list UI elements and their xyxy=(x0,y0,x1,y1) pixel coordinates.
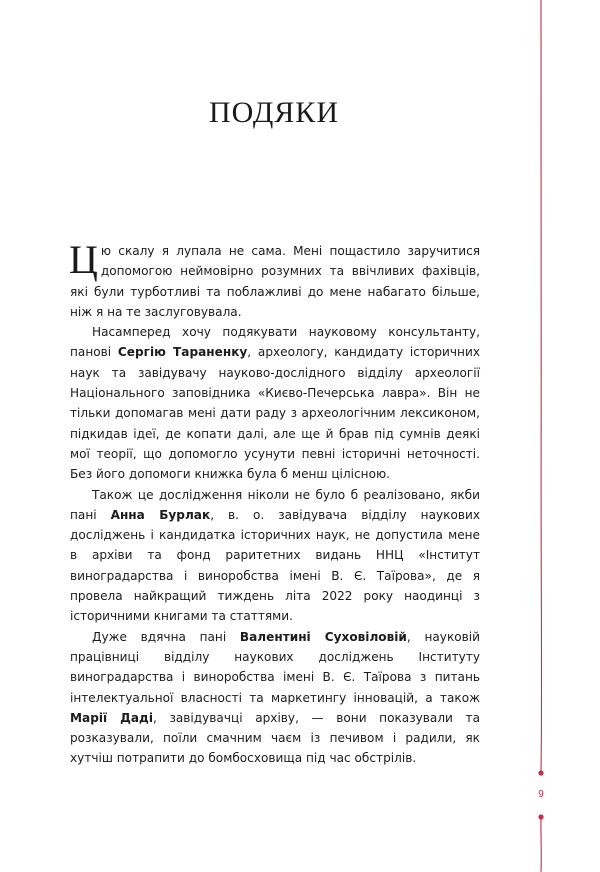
drop-cap: Ц xyxy=(69,237,98,282)
margin-thread-dot-lower xyxy=(538,814,543,819)
paragraph-2 xyxy=(70,322,480,484)
acknowledgements-text xyxy=(69,237,480,769)
paragraph-2-text-end: , археологу, кандидату історичних наук та завідувачу науково-дослідного відділу археології Національного заповідника «Києво-Печерська лавра». Він не тільки допомагав мені дати раду з археологічним лексиконом, підкидав ідеї, де копати далі, але ще й брав під сумнів деякі мої теорії, що допомогло усунути певні історичні неточності. Без його допомоги книжка була б менш цілісною. xyxy=(70,345,480,482)
paragraph-2-text-start: Насамперед хочу подякувати науковому консультанту, панові xyxy=(70,325,480,360)
paragraph-3-text-end: , в. о. завідувача відділу наукових досліджень і кандидатка історичних наук, не допустила мене в архіви та фонд раритетних видань ННЦ «Інститут виноградарства і виноробства імені В. Є. Таїрова», де я провела найкращий тиждень літа 2022 року наодинці з історичними книгами та статтями. xyxy=(70,507,480,624)
page-title: ПОДЯКИ xyxy=(209,96,339,129)
paragraph-1-text: ю скалу я лупала не сама. Мені пощастило заручитися допомогою неймовірно розумних та ввічливих фахівців, які були турботливі та поблажливі до мене набагато більше, ніж я на те заслуговувала. xyxy=(70,244,480,319)
margin-thread-dot-upper xyxy=(538,770,543,775)
name-burlak: Анна Бурлак xyxy=(110,507,211,522)
paragraph-3 xyxy=(70,485,480,627)
paragraph-4-text-start: Дуже вдячна пані xyxy=(92,629,240,644)
paragraph-4 xyxy=(70,627,480,769)
page-number: 9 xyxy=(538,789,544,800)
paragraph-3-text-start: Також це дослідження ніколи не було б реалізовано, якби пані xyxy=(70,487,480,522)
name-dadi: Марії Даді xyxy=(70,710,153,725)
paragraph-1 xyxy=(69,237,480,322)
paragraph-4-text-end: , завідувачці архіву, — вони показували та розказували, поїли смачним чаєм із печивом і радили, як хутчіш потрапити до бомбосховища під час обстрілів. xyxy=(70,710,480,766)
name-sukhovilova: Валентині Суховіловій xyxy=(239,629,407,644)
name-taranenko: Сергію Тараненку xyxy=(117,345,248,360)
paragraph-4-text-middle: , науковій працівниці відділу наукових досліджень Інституту виноградарства і виноробства імені В. Є. Таїрова з питань інтелектуальної власності та маркетингу інновацій, а також xyxy=(70,629,480,705)
